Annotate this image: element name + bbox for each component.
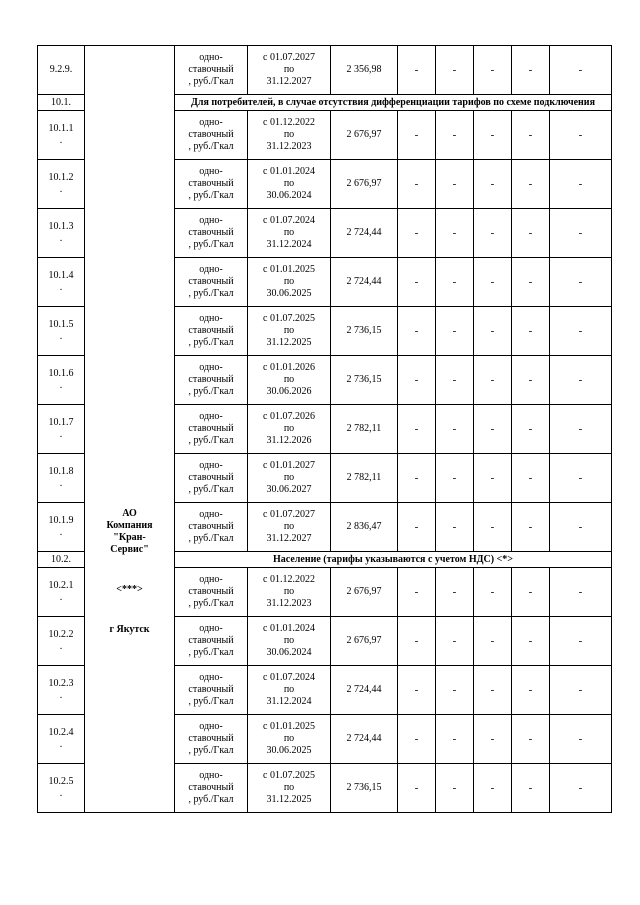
rate-type-line: ставочный	[188, 178, 234, 189]
rate-type-line: , руб./Гкал	[188, 484, 234, 495]
empty-dash: -	[436, 307, 474, 356]
rate-type-line: , руб./Гкал	[188, 141, 234, 152]
row-number	[38, 356, 85, 405]
tariff-value: 2 782,11	[331, 454, 398, 503]
empty-dash: -	[436, 764, 474, 813]
period-line: по	[283, 684, 295, 695]
row-number-line: .	[59, 478, 63, 489]
rate-type-line: одно-	[199, 362, 223, 373]
tariff-table	[37, 45, 612, 813]
validity-period	[248, 356, 331, 405]
validity-period	[248, 568, 331, 617]
period-line: с 01.07.2025	[263, 313, 315, 324]
empty-dash: -	[398, 715, 436, 764]
rate-type-line: одно-	[199, 215, 223, 226]
empty-dash: -	[398, 356, 436, 405]
row-number-line: .	[59, 527, 63, 538]
row-number-line: 10.2.2	[48, 629, 74, 640]
tariff-value: 2 676,97	[331, 617, 398, 666]
period-line: по	[283, 178, 295, 189]
empty-dash: -	[512, 46, 550, 95]
rate-type-line: одно-	[199, 264, 223, 275]
empty-dash: -	[474, 764, 512, 813]
empty-dash: -	[474, 356, 512, 405]
spacer	[85, 556, 174, 584]
period-line: с 01.07.2026	[263, 411, 315, 422]
rate-type-line: , руб./Гкал	[188, 598, 234, 609]
empty-dash: -	[512, 617, 550, 666]
validity-period	[248, 764, 331, 813]
empty-dash: -	[436, 715, 474, 764]
empty-dash: -	[436, 568, 474, 617]
rate-type	[175, 715, 248, 764]
row-number-line: .	[59, 429, 63, 440]
empty-dash: -	[474, 503, 512, 552]
rate-type-line: , руб./Гкал	[188, 190, 234, 201]
empty-dash: -	[512, 209, 550, 258]
empty-dash: -	[550, 666, 612, 715]
period-line: по	[283, 276, 295, 287]
period-line: по	[283, 586, 295, 597]
rate-type	[175, 209, 248, 258]
rate-type-line: ставочный	[188, 325, 234, 336]
rate-type	[175, 666, 248, 715]
row-number-line: 10.1.6	[48, 368, 74, 379]
row-number-line: 10.1.3	[48, 221, 74, 232]
row-number-line: .	[59, 739, 63, 750]
rate-type-line: одно-	[199, 52, 223, 63]
row-number	[38, 405, 85, 454]
rate-type-line: ставочный	[188, 276, 234, 287]
organization-cell	[85, 95, 175, 813]
validity-period	[248, 454, 331, 503]
empty-dash: -	[512, 568, 550, 617]
rate-type-line: , руб./Гкал	[188, 239, 234, 250]
rate-type	[175, 764, 248, 813]
rate-type	[175, 160, 248, 209]
empty-dash: -	[398, 617, 436, 666]
row-number	[38, 258, 85, 307]
rate-type-line: одно-	[199, 623, 223, 634]
empty-dash: -	[550, 617, 612, 666]
rate-type-line: , руб./Гкал	[188, 76, 234, 87]
empty-dash: -	[512, 666, 550, 715]
validity-period	[248, 715, 331, 764]
empty-dash: -	[550, 715, 612, 764]
rate-type-line: , руб./Гкал	[188, 696, 234, 707]
empty-dash: -	[398, 258, 436, 307]
period-line: по	[283, 423, 295, 434]
rate-type-line: , руб./Гкал	[188, 288, 234, 299]
rate-type-line: одно-	[199, 166, 223, 177]
period-line: 31.12.2024	[266, 696, 312, 707]
period-line: по	[283, 129, 295, 140]
period-line: с 01.01.2025	[263, 721, 315, 732]
empty-dash: -	[398, 503, 436, 552]
empty-dash: -	[550, 46, 612, 95]
organization-name-line: Сервис"	[110, 544, 149, 556]
rate-type	[175, 454, 248, 503]
rate-type	[175, 617, 248, 666]
period-line: 30.06.2025	[266, 745, 312, 756]
rate-type	[175, 356, 248, 405]
tariff-value: 2 724,44	[331, 666, 398, 715]
empty-dash: -	[512, 258, 550, 307]
period-line: 30.06.2024	[266, 190, 312, 201]
period-line: по	[283, 521, 295, 532]
tariff-value: 2 676,97	[331, 111, 398, 160]
rate-type-line: одно-	[199, 117, 223, 128]
row-number-line: .	[59, 233, 63, 244]
section-title: Население (тарифы указываются с учетом НДС) <*>	[175, 552, 612, 568]
period-line: 31.12.2027	[266, 533, 312, 544]
rate-type	[175, 503, 248, 552]
rate-type	[175, 258, 248, 307]
period-line: по	[283, 782, 295, 793]
period-end: 31.12.2027	[266, 76, 312, 87]
rate-type-line: ставочный	[188, 733, 234, 744]
period-line: по	[283, 635, 295, 646]
tariff-value: 2 724,44	[331, 209, 398, 258]
rate-type-line: ставочный	[188, 635, 234, 646]
period-line: 30.06.2024	[266, 647, 312, 658]
row-number-line: .	[59, 282, 63, 293]
period-line: с 01.12.2022	[263, 117, 315, 128]
rate-type-line: , руб./Гкал	[188, 745, 234, 756]
empty-dash: -	[398, 111, 436, 160]
empty-dash: -	[474, 715, 512, 764]
period-line: по	[283, 325, 295, 336]
empty-dash: -	[398, 764, 436, 813]
empty-dash: -	[550, 764, 612, 813]
empty-dash: -	[474, 405, 512, 454]
rate-type	[175, 46, 248, 95]
row-number-line: 10.1.5	[48, 319, 74, 330]
period-line: по	[283, 733, 295, 744]
period-line: 30.06.2026	[266, 386, 312, 397]
rate-type-line: , руб./Гкал	[188, 386, 234, 397]
period-line: по	[283, 472, 295, 483]
validity-period	[248, 258, 331, 307]
rate-type	[175, 568, 248, 617]
empty-dash: -	[512, 764, 550, 813]
organization-name-line: "Кран-	[113, 532, 146, 544]
rate-type-line: , руб./Гкал	[188, 533, 234, 544]
rate-type-line: ставочный	[188, 472, 234, 483]
tariff-value: 2 724,44	[331, 715, 398, 764]
rate-type-line: ставочный	[188, 64, 234, 75]
period-line: 30.06.2025	[266, 288, 312, 299]
empty-dash: -	[550, 454, 612, 503]
empty-dash: -	[398, 405, 436, 454]
empty-dash: -	[474, 307, 512, 356]
rate-type-line: одно-	[199, 721, 223, 732]
empty-dash: -	[474, 46, 512, 95]
empty-dash: -	[474, 617, 512, 666]
period-line: 31.12.2025	[266, 337, 312, 348]
empty-dash: -	[550, 111, 612, 160]
rate-type-line: одно-	[199, 411, 223, 422]
row-number-line: 10.2.4	[48, 727, 74, 738]
empty-dash: -	[436, 454, 474, 503]
row-number	[38, 715, 85, 764]
empty-dash: -	[436, 111, 474, 160]
tariff-value: 2 724,44	[331, 258, 398, 307]
validity-period	[248, 405, 331, 454]
row-number-line: 10.1.2	[48, 172, 74, 183]
row-number	[38, 764, 85, 813]
table-row	[38, 46, 612, 95]
rate-type-line: ставочный	[188, 684, 234, 695]
rate-type-line: ставочный	[188, 521, 234, 532]
tariff-value: 2 782,11	[331, 405, 398, 454]
row-number-line: 10.2.5	[48, 776, 74, 787]
validity-period	[248, 46, 331, 95]
period-start: с 01.07.2027	[263, 52, 315, 63]
row-number	[38, 160, 85, 209]
rate-type-line: одно-	[199, 313, 223, 324]
row-number-line: 10.1.9	[48, 515, 74, 526]
empty-dash: -	[398, 46, 436, 95]
empty-dash: -	[474, 160, 512, 209]
rate-type-line: ставочный	[188, 129, 234, 140]
tariff-value: 2 736,15	[331, 764, 398, 813]
tariff-value: 2 356,98	[331, 46, 398, 95]
section-header-row	[38, 95, 612, 111]
validity-period	[248, 503, 331, 552]
period-line: с 01.07.2024	[263, 672, 315, 683]
rate-type-line: , руб./Гкал	[188, 647, 234, 658]
row-number-line: .	[59, 135, 63, 146]
empty-dash: -	[550, 258, 612, 307]
organization-cell	[85, 46, 175, 95]
period-connector: по	[283, 64, 295, 75]
validity-period	[248, 160, 331, 209]
row-number-line: 10.2.3	[48, 678, 74, 689]
empty-dash: -	[436, 209, 474, 258]
period-line: 30.06.2027	[266, 484, 312, 495]
organization-tag: <***>	[116, 584, 143, 596]
empty-dash: -	[474, 209, 512, 258]
validity-period	[248, 111, 331, 160]
tariff-value: 2 836,47	[331, 503, 398, 552]
empty-dash: -	[550, 160, 612, 209]
tariff-value: 2 736,15	[331, 307, 398, 356]
row-number	[38, 568, 85, 617]
period-line: с 01.01.2025	[263, 264, 315, 275]
empty-dash: -	[436, 356, 474, 405]
row-number-line: 10.1.4	[48, 270, 74, 281]
empty-dash: -	[398, 666, 436, 715]
section-number: 10.2.	[38, 552, 85, 568]
validity-period	[248, 209, 331, 258]
period-line: 31.12.2025	[266, 794, 312, 805]
rate-type	[175, 405, 248, 454]
rate-type-line: одно-	[199, 672, 223, 683]
period-line: с 01.01.2024	[263, 623, 315, 634]
rate-type-line: одно-	[199, 770, 223, 781]
rate-type-line: одно-	[199, 460, 223, 471]
empty-dash: -	[398, 209, 436, 258]
row-number	[38, 111, 85, 160]
rate-type-line: , руб./Гкал	[188, 337, 234, 348]
row-number	[38, 307, 85, 356]
period-line: с 01.07.2025	[263, 770, 315, 781]
rate-type-line: одно-	[199, 574, 223, 585]
empty-dash: -	[474, 666, 512, 715]
empty-dash: -	[550, 307, 612, 356]
period-line: по	[283, 374, 295, 385]
period-line: с 01.12.2022	[263, 574, 315, 585]
empty-dash: -	[398, 568, 436, 617]
validity-period	[248, 617, 331, 666]
empty-dash: -	[436, 258, 474, 307]
row-number-line: .	[59, 788, 63, 799]
empty-dash: -	[474, 258, 512, 307]
row-number	[38, 454, 85, 503]
empty-dash: -	[550, 405, 612, 454]
period-line: с 01.01.2024	[263, 166, 315, 177]
section-title: Для потребителей, в случае отсутствия дифференциации тарифов по схеме подключения	[175, 95, 612, 111]
row-number	[38, 666, 85, 715]
validity-period	[248, 666, 331, 715]
empty-dash: -	[512, 307, 550, 356]
empty-dash: -	[512, 356, 550, 405]
empty-dash: -	[550, 568, 612, 617]
period-line: 31.12.2024	[266, 239, 312, 250]
empty-dash: -	[474, 568, 512, 617]
period-line: с 01.07.2024	[263, 215, 315, 226]
empty-dash: -	[436, 666, 474, 715]
row-number-line: 10.1.7	[48, 417, 74, 428]
period-line: 31.12.2023	[266, 598, 312, 609]
tariff-table-body	[38, 46, 612, 813]
rate-type-line: одно-	[199, 509, 223, 520]
row-number-line: 10.2.1	[48, 580, 74, 591]
rate-type	[175, 307, 248, 356]
rate-type-line: ставочный	[188, 423, 234, 434]
empty-dash: -	[436, 405, 474, 454]
empty-dash: -	[550, 356, 612, 405]
empty-dash: -	[512, 715, 550, 764]
empty-dash: -	[436, 160, 474, 209]
empty-dash: -	[398, 160, 436, 209]
empty-dash: -	[398, 307, 436, 356]
row-number-line: 10.1.1	[48, 123, 74, 134]
row-number	[38, 209, 85, 258]
empty-dash: -	[512, 111, 550, 160]
empty-dash: -	[398, 454, 436, 503]
period-line: с 01.01.2027	[263, 460, 315, 471]
rate-type	[175, 111, 248, 160]
tariff-value: 2 676,97	[331, 160, 398, 209]
rate-type-line: ставочный	[188, 227, 234, 238]
period-line: с 01.07.2027	[263, 509, 315, 520]
empty-dash: -	[512, 405, 550, 454]
empty-dash: -	[512, 503, 550, 552]
row-number	[38, 503, 85, 552]
rate-type-line: , руб./Гкал	[188, 435, 234, 446]
row-number-line: .	[59, 592, 63, 603]
row-number	[38, 617, 85, 666]
period-line: 31.12.2023	[266, 141, 312, 152]
row-number-line: .	[59, 331, 63, 342]
empty-dash: -	[512, 160, 550, 209]
rate-type-line: ставочный	[188, 782, 234, 793]
rate-type-line: , руб./Гкал	[188, 794, 234, 805]
empty-dash: -	[474, 454, 512, 503]
empty-dash: -	[474, 111, 512, 160]
period-line: 31.12.2026	[266, 435, 312, 446]
row-number-line: 10.1.8	[48, 466, 74, 477]
section-number: 10.1.	[38, 95, 85, 111]
validity-period	[248, 307, 331, 356]
organization-city: г Якутск	[109, 624, 150, 636]
organization-name-line: Компания	[106, 520, 153, 532]
period-line: по	[283, 227, 295, 238]
spacer	[85, 596, 174, 624]
empty-dash: -	[512, 454, 550, 503]
empty-dash: -	[436, 503, 474, 552]
tariff-value: 2 736,15	[331, 356, 398, 405]
row-number-line: .	[59, 380, 63, 391]
row-number-line: .	[59, 641, 63, 652]
rate-type-line: ставочный	[188, 374, 234, 385]
tariff-value: 2 676,97	[331, 568, 398, 617]
empty-dash: -	[550, 503, 612, 552]
empty-dash: -	[550, 209, 612, 258]
row-number-line: .	[59, 690, 63, 701]
empty-dash: -	[436, 617, 474, 666]
row-number-line: .	[59, 184, 63, 195]
empty-dash: -	[436, 46, 474, 95]
period-line: с 01.01.2026	[263, 362, 315, 373]
organization-name-line: АО	[122, 508, 137, 520]
rate-type-line: ставочный	[188, 586, 234, 597]
row-number: 9.2.9.	[38, 46, 85, 95]
